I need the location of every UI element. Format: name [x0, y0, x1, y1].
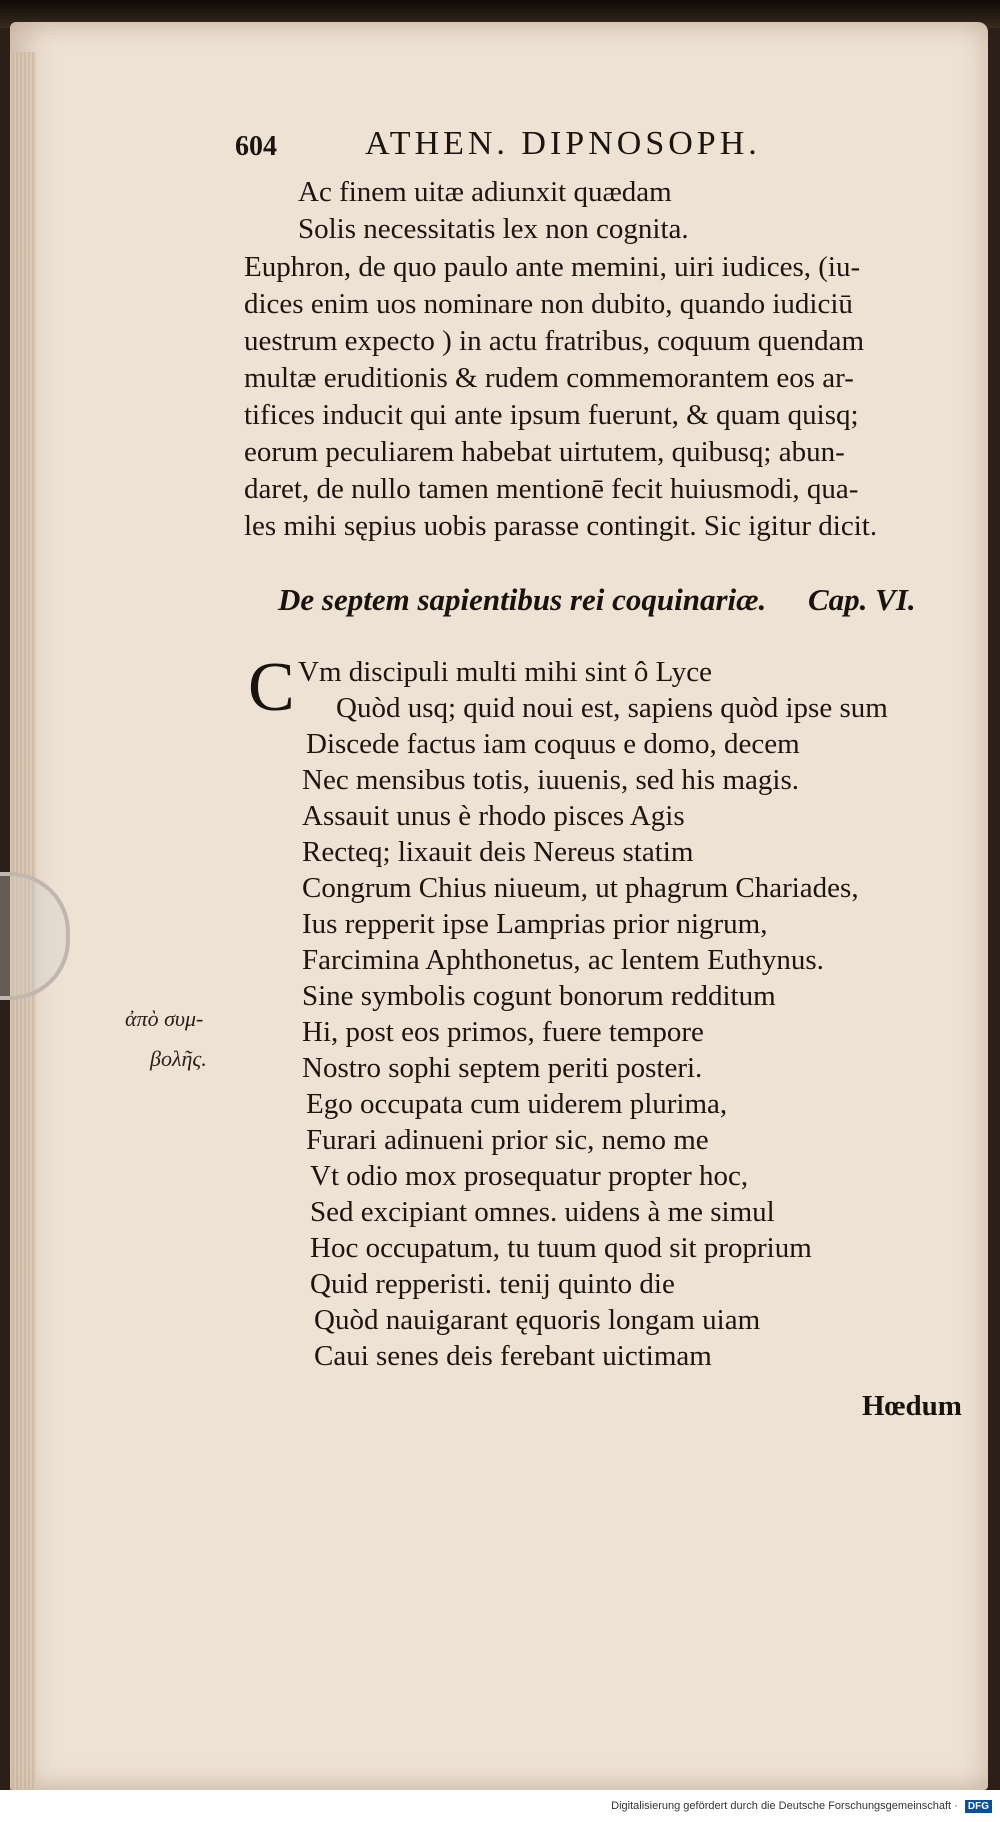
page-number: 604	[235, 131, 277, 162]
prose-line: dices enim uos nominare non dubito, quando iudiciū	[244, 288, 853, 320]
poem-line: Discede factus iam coquus e domo, decem	[306, 728, 800, 760]
footer-band	[0, 1790, 1000, 1822]
poem-line: Farcimina Aphthonetus, ac lentem Euthynus.	[302, 944, 824, 976]
dfg-logo: DFG	[965, 1800, 992, 1813]
prose-line: les mihi sępius uobis parasse contingit. Sic igitur dicit.	[244, 510, 878, 542]
running-title: ATHEN. DIPNOSOPH.	[365, 125, 761, 162]
poem-line: Hi, post eos primos, fuere tempore	[302, 1016, 704, 1048]
poem-line: Sine symbolis cogunt bonorum redditum	[302, 980, 776, 1012]
verse-line: Solis necessitatis lex non cognita.	[298, 213, 689, 245]
chapter-number: Cap. VI.	[808, 582, 916, 617]
poem-line: Sed excipiant omnes. uidens à me simul	[310, 1196, 775, 1228]
prose-line: eorum peculiarem habebat uirtutem, quibusq; abun-	[244, 436, 845, 468]
poem-line: Vt odio mox prosequatur propter hoc,	[310, 1160, 749, 1192]
poem-line: Hoc occupatum, tu tuum quod sit proprium	[310, 1232, 812, 1264]
marginal-note-line: βολῆς.	[150, 1046, 207, 1071]
poem-line: Ius repperit ipse Lamprias prior nigrum,	[302, 908, 768, 940]
poem-line: Ego occupata cum uiderem plurima,	[306, 1088, 728, 1120]
drop-capital: C	[248, 649, 295, 726]
poem-line: Assauit unus è rhodo pisces Agis	[302, 800, 685, 832]
prose-line: daret, de nullo tamen mentionē fecit huiusmodi, qua-	[244, 473, 859, 505]
prose-line: uestrum expecto ) in actu fratribus, coquum quendam	[244, 325, 865, 357]
poem-line: Nostro sophi septem periti posteri.	[302, 1052, 703, 1084]
poem-line: Congrum Chius niueum, ut phagrum Chariades,	[302, 872, 859, 904]
poem-line: Nec mensibus totis, iuuenis, sed his magis.	[302, 764, 799, 796]
poem-line: Furari adinueni prior sic, nemo me	[306, 1124, 709, 1156]
prose-line: tifices inducit qui ante ipsum fuerunt, & quam quisq;	[244, 399, 859, 431]
chapter-title: De septem sapientibus rei coquinariæ.	[278, 582, 767, 617]
page-header	[235, 125, 835, 165]
prose-line: multæ eruditionis & rudem commemorantem eos ar-	[244, 362, 854, 394]
poem-line: Caui senes deis ferebant uictimam	[314, 1340, 712, 1372]
footer-credit	[611, 1800, 992, 1813]
poem-line: Vm discipuli multi mihi sint ô Lyce	[298, 656, 713, 688]
credit-text: Digitalisierung gefördert durch die Deutsche Forschungsgemeinschaft ·	[611, 1800, 958, 1812]
verse-line: Ac finem uitæ adiunxit quædam	[298, 176, 672, 208]
poem-line: Quòd usq; quid noui est, sapiens quòd ipse sum	[336, 692, 888, 724]
poem-line: Quòd nauigarant ęquoris longam uiam	[314, 1304, 761, 1336]
catchword: Hœdum	[862, 1390, 962, 1422]
poem-line: Quid repperisti. tenij quinto die	[310, 1268, 675, 1300]
marginal-note-line: ἀπὸ συμ-	[125, 1006, 204, 1031]
poem-line: Recteq; lixauit deis Nereus statim	[302, 836, 694, 868]
bookmark-ribbon-loop	[0, 872, 70, 1000]
prose-line: Euphron, de quo paulo ante memini, uiri iudices, (iu-	[244, 251, 861, 283]
